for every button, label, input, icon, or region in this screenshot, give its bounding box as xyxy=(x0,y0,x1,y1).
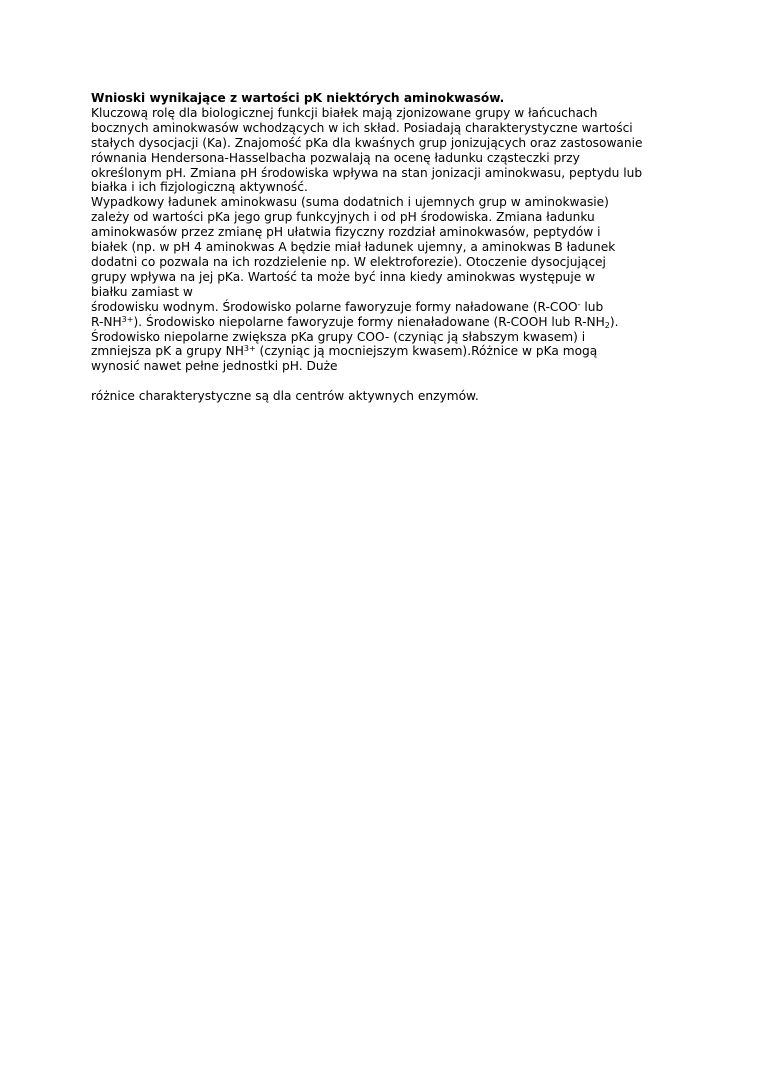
text-line: białek (np. w pH 4 aminokwas A będzie miał ładunek ujemny, a aminokwas B ładunek xyxy=(91,240,616,255)
document-text xyxy=(91,91,681,404)
text-line xyxy=(91,344,681,359)
text-line: zależy od wartości pKa jego grup funkcyjnych i od pH środowiska. Zmiana ładunku xyxy=(91,210,595,225)
text-line: białku zamiast w xyxy=(91,284,193,299)
text-line: grupy wpływa na jej pKa. Wartość ta może być inna kiedy aminokwas występuje w xyxy=(91,269,596,284)
superscript: - xyxy=(577,299,581,309)
text-line: aminokwasów przez zmianę pH ułatwia fizyczny rozdział aminokwasów, peptydów i xyxy=(91,225,601,240)
text-fragment: (czyniąc ją mocniejszym kwasem).Różnice w pKa mogą xyxy=(255,344,598,359)
superscript: 3+ xyxy=(243,344,256,354)
document-title: Wnioski wynikające z wartości pK niektórych aminokwasów. xyxy=(91,91,505,105)
subscript: 2 xyxy=(604,320,610,330)
text-fragment: R-NH xyxy=(91,314,122,329)
text-line: równania Hendersona-Hasselbacha pozwalają na ocenę ładunku cząsteczki przy xyxy=(91,150,580,165)
text-line: wynosić nawet pełne jednostki pH. Duże xyxy=(91,359,338,374)
superscript: 3+ xyxy=(121,314,134,324)
text-fragment: środowisku wodnym. Środowisko polarne faworyzuje formy naładowane (R-COO xyxy=(91,299,578,314)
text-line: Kluczową rolę dla biologicznej funkcji białek mają zjonizowane grupy w łańcuchach xyxy=(91,105,598,120)
text-line: białka i ich fizjologiczną aktywność. xyxy=(91,180,308,195)
text-fragment: zmniejsza pK a grupy NH xyxy=(91,344,244,359)
text-fragment: ). xyxy=(609,314,619,329)
text-line: określonym pH. Zmiana pH środowiska wpływa na stan jonizacji aminokwasu, peptydu lub xyxy=(91,165,643,180)
text-line xyxy=(91,315,681,330)
text-line: dodatni co pozwala na ich rozdzielenie np. W elektroforezie). Otoczenie dysocjującej xyxy=(91,254,606,269)
text-line: Wypadkowy ładunek aminokwasu (suma dodatnich i ujemnych grup w aminokwasie) xyxy=(91,195,609,210)
text-line: różnice charakterystyczne są dla centrów aktywnych enzymów. xyxy=(91,389,479,404)
text-line: stałych dysocjacji (Ka). Znajomość pKa dla kwaśnych grup jonizujących oraz zastosowanie xyxy=(91,135,643,150)
text-fragment: lub xyxy=(580,299,604,314)
text-line xyxy=(91,300,681,315)
text-fragment: ). Środowisko niepolarne faworyzuje formy nienaładowane (R-COOH lub R-NH xyxy=(133,314,605,329)
text-line: Środowisko niepolarne zwiększa pKa grupy COO- (czyniąc ją słabszym kwasem) i xyxy=(91,329,586,344)
paragraph-gap xyxy=(91,374,681,389)
text-line: bocznych aminokwasów wchodzących w ich skład. Posiadają charakterystyczne wartości xyxy=(91,120,633,135)
